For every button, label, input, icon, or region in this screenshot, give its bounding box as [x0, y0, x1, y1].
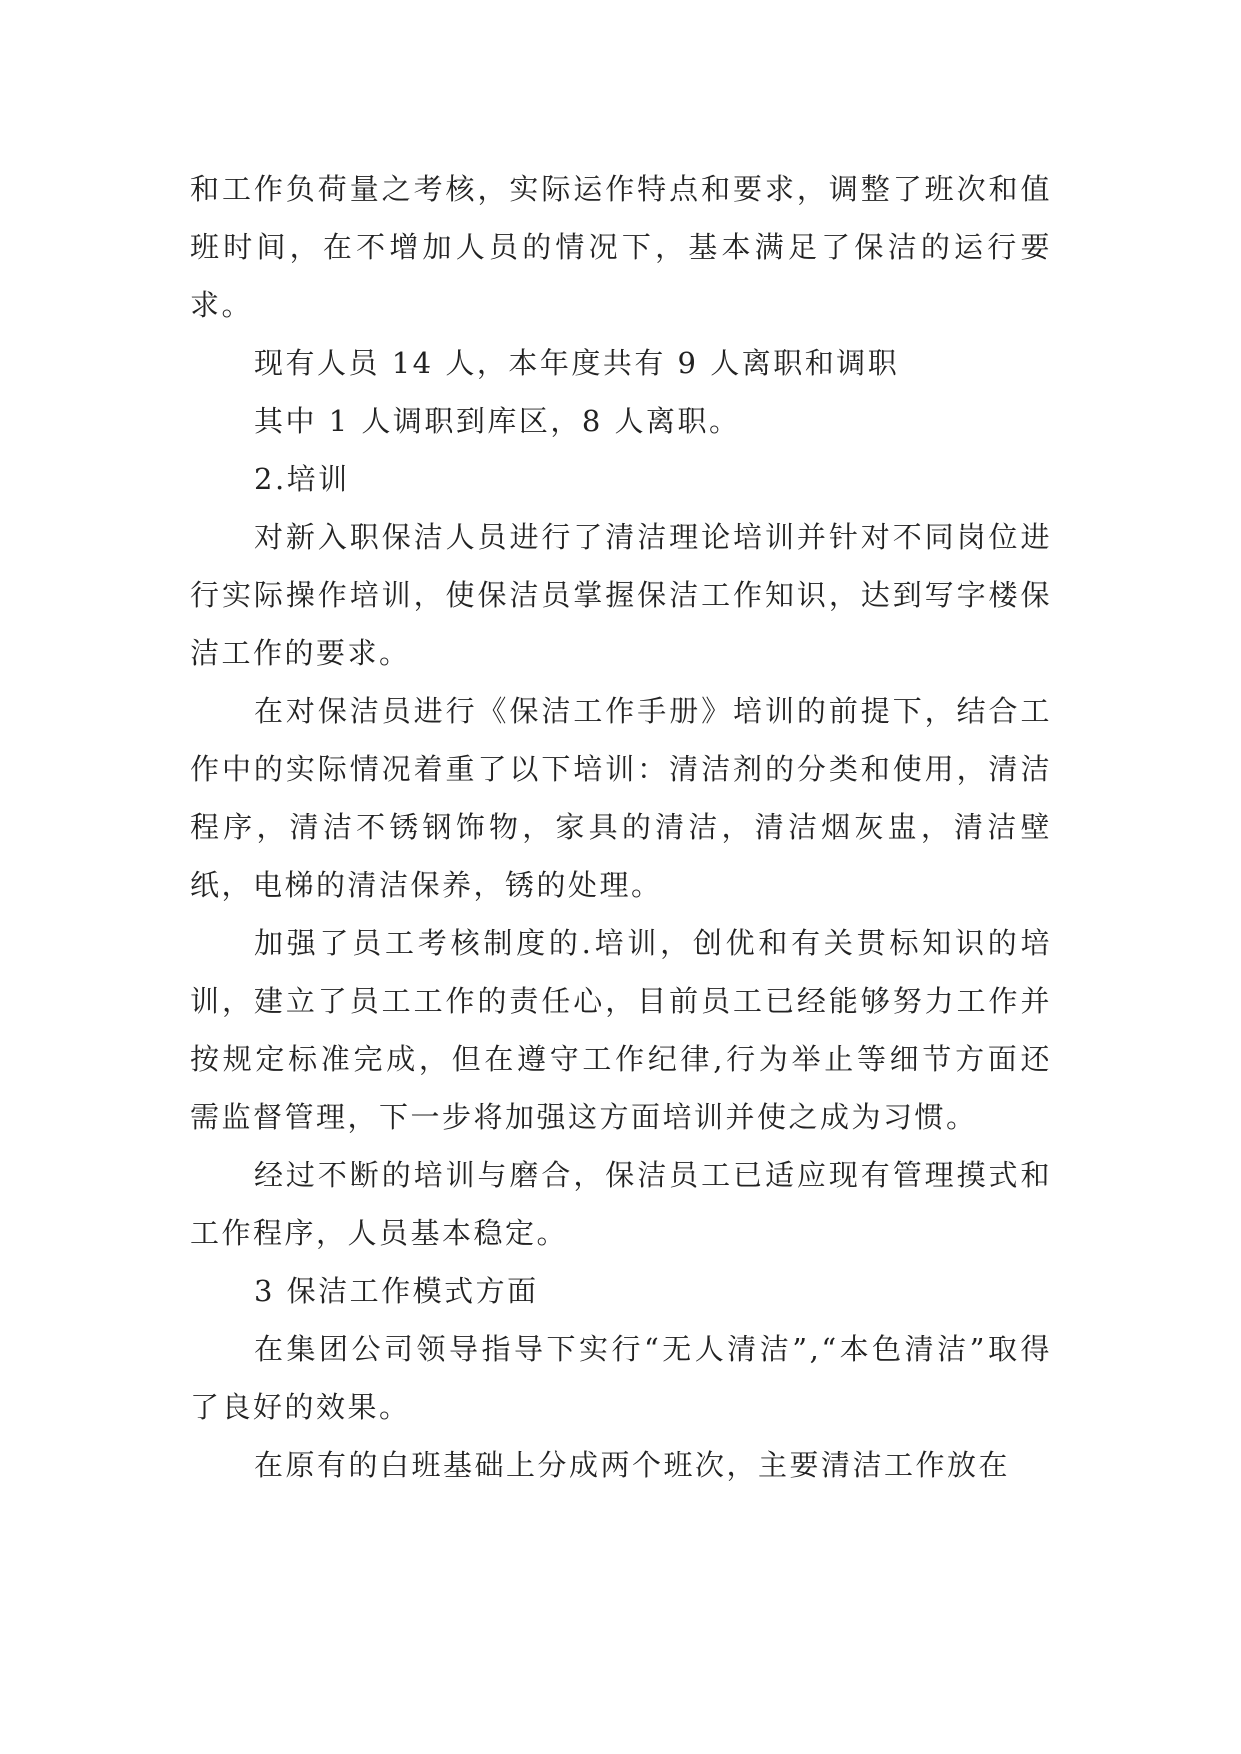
paragraph-continuation: 和工作负荷量之考核，实际运作特点和要求，调整了班次和值班时间，在不增加人员的情况下，基本满足了保洁的运行要求。	[190, 172, 1052, 322]
paragraph-shifts: 在原有的白班基础上分成两个班次，主要清洁工作放在	[254, 1448, 1011, 1482]
paragraph-staff-stability: 经过不断的培训与磨合，保洁员工已适应现有管理摸式和工作程序，人员基本稳定。	[190, 1158, 1052, 1250]
document-body	[190, 160, 1052, 1494]
paragraph-staff-transfer: 其中 1 人调职到库区，8 人离职。	[254, 404, 741, 438]
paragraph-cleaning-mode: 在集团公司领导指导下实行“无人清洁”,“本色清洁”取得了良好的效果。	[190, 1332, 1052, 1424]
paragraph-assessment-training: 加强了员工考核制度的.培训，创优和有关贯标知识的培训，建立了员工工作的责任心，目前员工已经能够努力工作并按规定标准完成，但在遵守工作纪律,行为举止等细节方面还需监督管理，下一步将加强这方面培训并使之成为习惯。	[190, 926, 1052, 1134]
section-heading-training: 2.培训	[254, 462, 350, 496]
paragraph-new-staff-training: 对新入职保洁人员进行了清洁理论培训并针对不同岗位进行实际操作培训，使保洁员掌握保洁工作知识，达到写字楼保洁工作的要求。	[190, 520, 1052, 670]
paragraph-manual-training: 在对保洁员进行《保洁工作手册》培训的前提下，结合工作中的实际情况着重了以下培训：清洁剂的分类和使用，清洁程序，清洁不锈钢饰物，家具的清洁，清洁烟灰盅，清洁壁纸，电梯的清洁保养，锈的处理。	[190, 694, 1052, 902]
paragraph-staff-count: 现有人员 14 人，本年度共有 9 人离职和调职	[254, 346, 900, 380]
section-heading-work-mode: 3 保洁工作模式方面	[254, 1274, 539, 1308]
